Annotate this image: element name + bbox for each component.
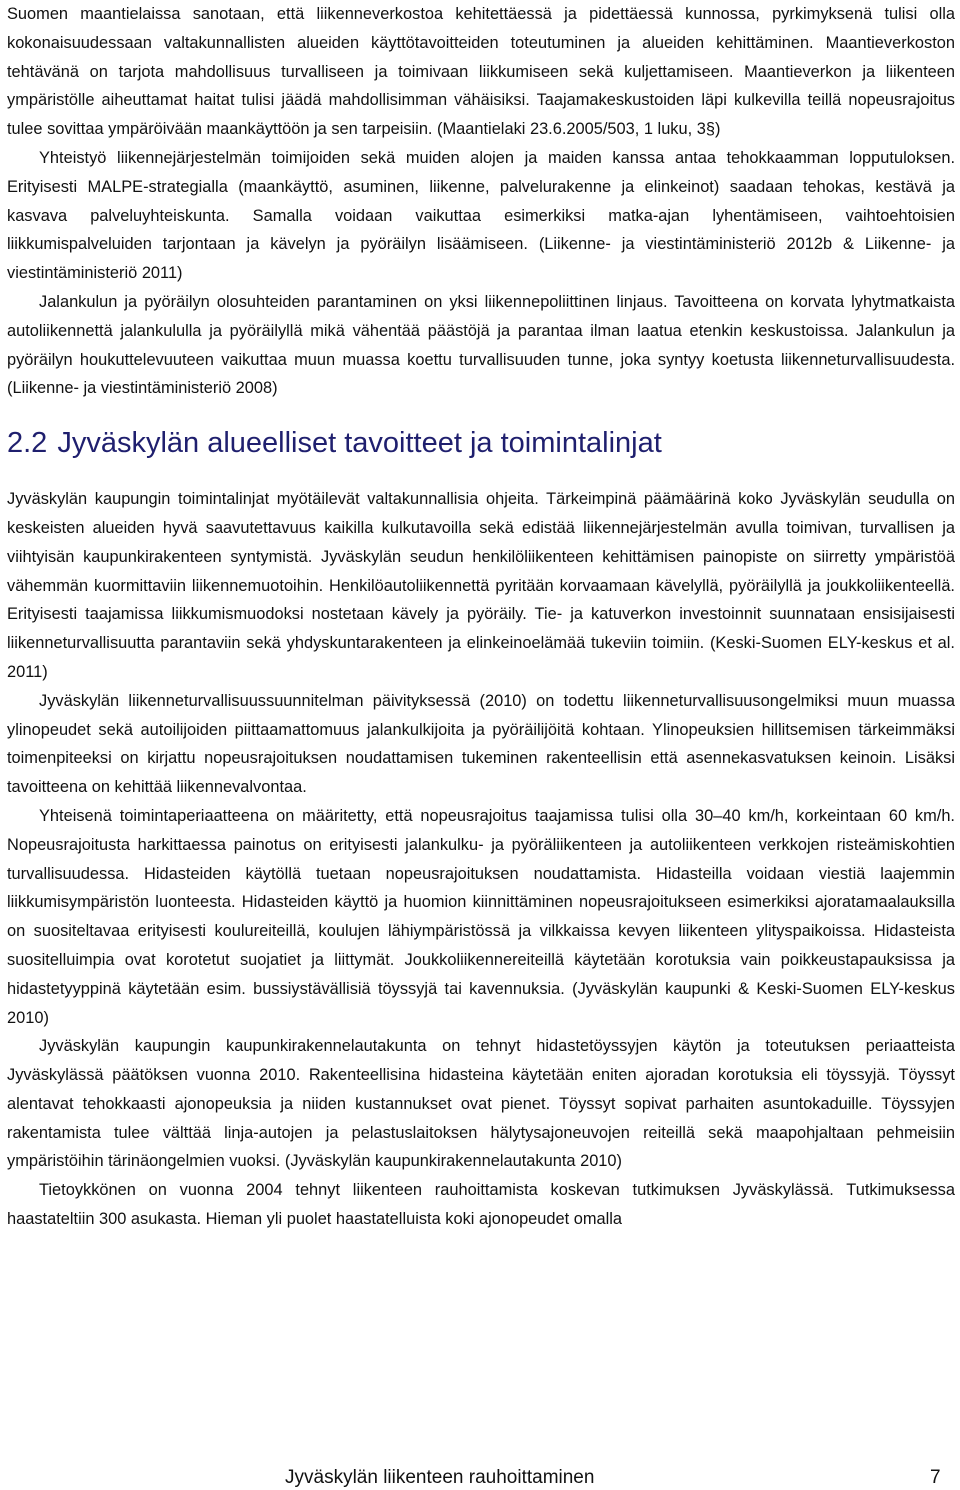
section-number: 2.2 bbox=[7, 427, 48, 460]
paragraph-turvallisuussuunnitelma: Jyväskylän liikenneturvallisuussuunnitelman päivityksessä (2010) on todettu liikenneturvallisuusongelmiksi muun muassa ylinopeudet sekä autoilijoiden piittaamattomuus jalankulkijoita ja pyöräilijöitä kohtaan. Ylinopeuksien hillitsemisen tärkeimmäksi toimenpiteeksi on kirjattu nopeusrajoituksen noudattamisen tukeminen rakenteellisin että asennekasvatuksen keinoin. Lisäksi tavoitteena on kehittää liikennevalvontaa. bbox=[7, 691, 955, 797]
paragraph-tietoykkonen: Tietoykkönen on vuonna 2004 tehnyt liikenteen rauhoittamista koskevan tutkimuksen Jyväskylässä. Tutkimuksessa haastateltiin 300 asukasta. Hieman yli puolet haastatelluista koki ajonopeudet omalla bbox=[7, 1181, 955, 1229]
document-page bbox=[7, 0, 955, 1234]
paragraph-kaupunkirakennelautakunta: Jyväskylän kaupungin kaupunkirakennelautakunta on tehnyt hidastetöyssyjen käytön ja toteutuksen periaatteista Jyväskylässä päätöksen vuonna 2010. Rakenteellisina hidasteina käytetään eniten ajoradan korotuksia eli töyssyjä. Töyssyt alentavat tehokkaasti ajonopeuksia ja niiden kustannukset ovat pienet. Töyssyt sopivat parhaiten asuntokaduille. Töyssyjen rakentamista tulee välttää linja-autojen ja pelastuslaitoksen hälytysajoneuvojen reiteillä sekä maapohjaltaan pehmeisiin ympäristöihin tärinäongelmien vuoksi. (Jyväskylän kaupunkirakennelautakunta 2010) bbox=[7, 1037, 955, 1171]
page-number: 7 bbox=[930, 1467, 941, 1488]
paragraph-maantielaki: Suomen maantielaissa sanotaan, että liikenneverkostoa kehitettäessä ja pidettäessä kunnossa, pyrkimyksenä tulisi olla kokonaisuudessaan valtakunnallisten alueiden käyttötavoitteiden toteutuminen ja alueiden kehittäminen. Maantieverkoston tehtävänä on tarjota mahdollisuus turvalliseen ja toimivaan liikkumiseen sekä kuljettamiseen. Maantieverkon ja liikenteen ympäristölle aiheuttamat haitat tulisi jäädä mahdollisimman vähäisiksi. Taajamakeskustoiden läpi kulkevilla teillä nopeusrajoitus tulee sovittaa ympäröivään maankäyttöön ja sen tarpeisiin. (Maantielaki 23.6.2005/503, 1 luku, 3§) bbox=[7, 5, 955, 139]
paragraph-nopeusrajoitus: Yhteisenä toimintaperiaatteena on määritetty, että nopeusrajoitus taajamissa tulisi olla 30–40 km/h, korkeintaan 60 km/h. Nopeusrajoitusta harkittaessa painotus on erityisesti jalankulku- ja pyöräliikenteen ja autoliikenteen verkkojen risteämiskohtien turvallisuudessa. Hidasteiden käytöllä tuetaan nopeusrajoituksen noudattamista. Hidasteilla voidaan viestiä laajemmin liikkumisympäristön luonteesta. Hidasteiden käyttö ja huomion kiinnittäminen nopeusrajoitukseen esimerkiksi ajoratamaalauksilla on suositeltavaa erityisesti koulureiteillä, koulujen lähiympäristössä ja vilkkaissa kevyen liikenteen ylityspaikoissa. Hidasteista suositelluimpia ovat korotetut suojatiet ja liittymät. Joukkoliikennereiteillä käytetään korotuksia vain poikkeustapauksissa ja hidastetyyppinä käytetään esim. bussiystävällisiä töyssyjä tai kavennuksia. (Jyväskylän kaupunki & Keski-Suomen ELY-keskus 2010) bbox=[7, 806, 955, 1027]
paragraph-jalankulku: Jalankulun ja pyöräilyn olosuhteiden parantaminen on yksi liikennepoliittinen linjaus. Tavoitteena on korvata lyhytmatkaista autoliikennettä jalankululla ja pyöräilyllä mikä vähentää päästöjä ja parantaa ilman laatua etenkin keskustoissa. Jalankulun ja pyöräilyn houkuttelevuuteen vaikuttaa muun muassa koettu turvallisuuden tunne, joka syntyy koetusta liikenneturvallisuudesta. (Liikenne- ja viestintäministeriö 2008) bbox=[7, 292, 955, 398]
section-title: Jyväskylän alueelliset tavoitteet ja toimintalinjat bbox=[57, 427, 662, 460]
section-heading bbox=[7, 423, 955, 463]
paragraph-yhteistyo: Yhteistyö liikennejärjestelmän toimijoiden sekä muiden alojen ja maiden kanssa antaa tehokkaamman lopputuloksen. Erityisesti MALPE-strategialla (maankäyttö, asuminen, liikenne, palvelurakenne ja elinkeinot) saadaan tehokas, kestävä ja kasvava palveluyhteiskunta. Samalla voidaan vaikuttaa esimerkiksi matka-ajan lyhentämiseen, vaihtoehtoisien liikkumispalveluiden tarjontaan ja kävelyn ja pyöräilyn lisäämiseen. (Liikenne- ja viestintäministeriö 2012b & Liikenne- ja viestintäministeriö 2011) bbox=[7, 148, 955, 283]
paragraph-toimintalinjat: Jyväskylän kaupungin toimintalinjat myötäilevät valtakunnallisia ohjeita. Tärkeimpinä päämäärinä koko Jyväskylän seudulla on keskeisten alueiden hyvä saavutettavuus kaikilla kulkutavoilla sekä edistää liikennejärjestelmän avulla toimivan, turvallisen ja viihtyisän kaupunkirakenteen syntymistä. Jyväskylän seudun henkilöliikenteen kehittämisen painopiste on siirretty ympäristöä vähemmän kuormittaviin liikennemuotoihin. Henkilöautoliikennettä pyritään korvaamaan kävelyllä, pyöräilyllä ja joukkoliikenteellä. Erityisesti taajamissa liikkumismuodoksi nostetaan kävely ja pyöräily. Tie- ja katuverkon investoinnit suunnataan ensisijaisesti liikenneturvallisuutta parantaviin sekä yhdyskuntarakenteen ja elinkeinoelämää tukeviin toimiin. (Keski-Suomen ELY-keskus et al. 2011) bbox=[7, 490, 955, 681]
footer-title: Jyväskylän liikenteen rauhoittaminen bbox=[285, 1467, 595, 1488]
